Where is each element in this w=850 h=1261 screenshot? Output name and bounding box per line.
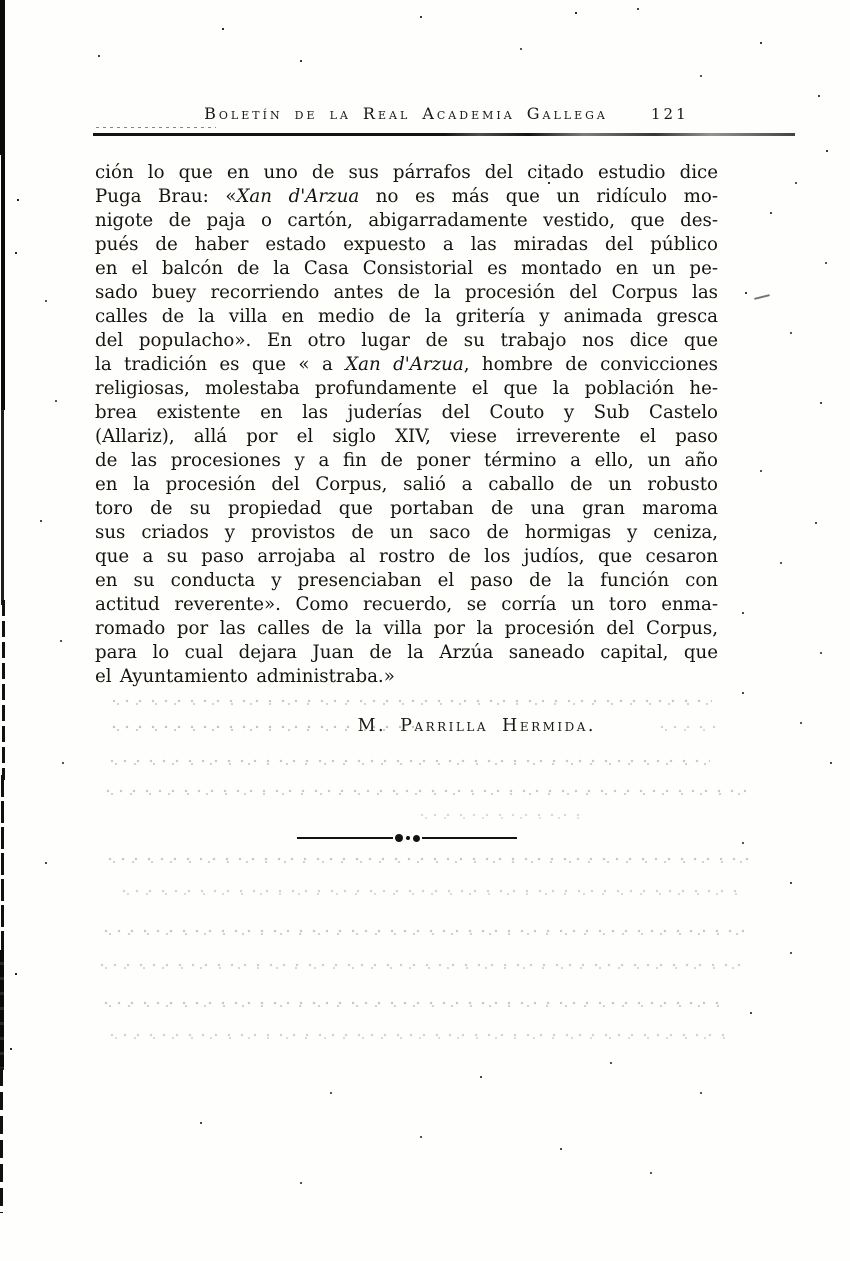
bleed-through-noise	[104, 1000, 719, 1009]
text-line: ción lo que en uno de sus párrafos del citado estudio dice	[95, 162, 718, 183]
scan-binding-edge	[0, 950, 4, 1070]
bleed-through-noise	[660, 724, 718, 733]
bleed-through-noise	[122, 888, 742, 897]
text-line: el Ayuntamiento administraba.»	[95, 666, 395, 687]
header-rule-dashes	[96, 127, 216, 128]
body-text	[95, 161, 718, 689]
scan-binding-edge	[1, 150, 5, 410]
scan-binding-edge	[1, 775, 4, 955]
text-line: de las procesiones y a fin de poner término a ello, un año	[95, 450, 718, 471]
text-line: en la procesión del Corpus, salió a caballo de un robusto	[95, 474, 718, 495]
journal-title: Boletín de la Real Academia Gallega	[204, 104, 608, 123]
text-line: calles de la villa en medio de la gritería y animada gresca	[95, 306, 718, 327]
bleed-through-noise	[110, 1032, 730, 1041]
text-line: pués de haber estado expuesto a las miradas del público	[95, 234, 718, 255]
scan-binding-edge	[0, 1068, 3, 1213]
bleed-through-noise	[100, 962, 750, 971]
bleed-through-noise	[112, 698, 712, 707]
text-line: la tradición es que « a Xan d'Arzua, hombre de convicciones	[95, 354, 718, 375]
divider-line-left	[297, 837, 393, 840]
text-line: que a su paso arrojaba al rostro de los judíos, que cesaron	[95, 546, 718, 567]
scan-speckles	[0, 0, 2, 2]
bleed-through-noise	[112, 724, 417, 733]
divider-line-right	[422, 837, 517, 839]
bleed-through-noise	[110, 758, 710, 767]
divider-dots-ornament	[393, 834, 422, 842]
text-line: para lo cual dejara Juan de la Arzúa saneado capital, que	[95, 642, 718, 663]
text-line: Puga Brau: «Xan d'Arzua no es más que un ridículo mo-	[95, 186, 718, 207]
text-line: sus criados y provistos de un saco de hormigas y ceniza,	[95, 522, 718, 543]
text-line: romado por las calles de la villa por la procesión del Corpus,	[95, 618, 718, 639]
text-line: en el balcón de la Casa Consistorial es montado en un pe-	[95, 258, 718, 279]
text-line: religiosas, molestaba profundamente el que la población he-	[95, 378, 718, 399]
margin-mark	[754, 294, 770, 300]
section-divider-rule	[297, 832, 517, 844]
header-rule	[93, 133, 795, 136]
text-line: nigote de paja o cartón, abigarradamente vestido, que des-	[95, 210, 718, 231]
text-line: actitud reverente». Como recuerdo, se corría un toro enma-	[95, 594, 718, 615]
text-line: sado buey recorriendo antes de la procesión del Corpus las	[95, 282, 718, 303]
page-number: 121	[651, 105, 689, 123]
text-line: del populacho». En otro lugar de su trabajo nos dice que	[95, 330, 718, 351]
bleed-through-noise	[420, 812, 590, 821]
scan-binding-edge	[0, 0, 5, 155]
bleed-through-noise	[104, 928, 749, 937]
author-signature: M. Parrilla Hermida.	[357, 716, 596, 736]
text-line: en su conducta y presenciaban el paso de la función con	[95, 570, 718, 591]
scan-binding-edge	[2, 600, 5, 780]
text-line: toro de su propiedad que portaban de una gran maroma	[95, 498, 718, 519]
text-line: brea existente en las juderías del Couto y Sub Castelo	[95, 402, 718, 423]
bleed-through-noise	[108, 856, 748, 865]
text-line: (Allariz), allá por el siglo XIV, viese irreverente el paso	[95, 426, 718, 447]
bleed-through-noise	[106, 788, 746, 797]
scan-binding-edge	[1, 405, 4, 605]
